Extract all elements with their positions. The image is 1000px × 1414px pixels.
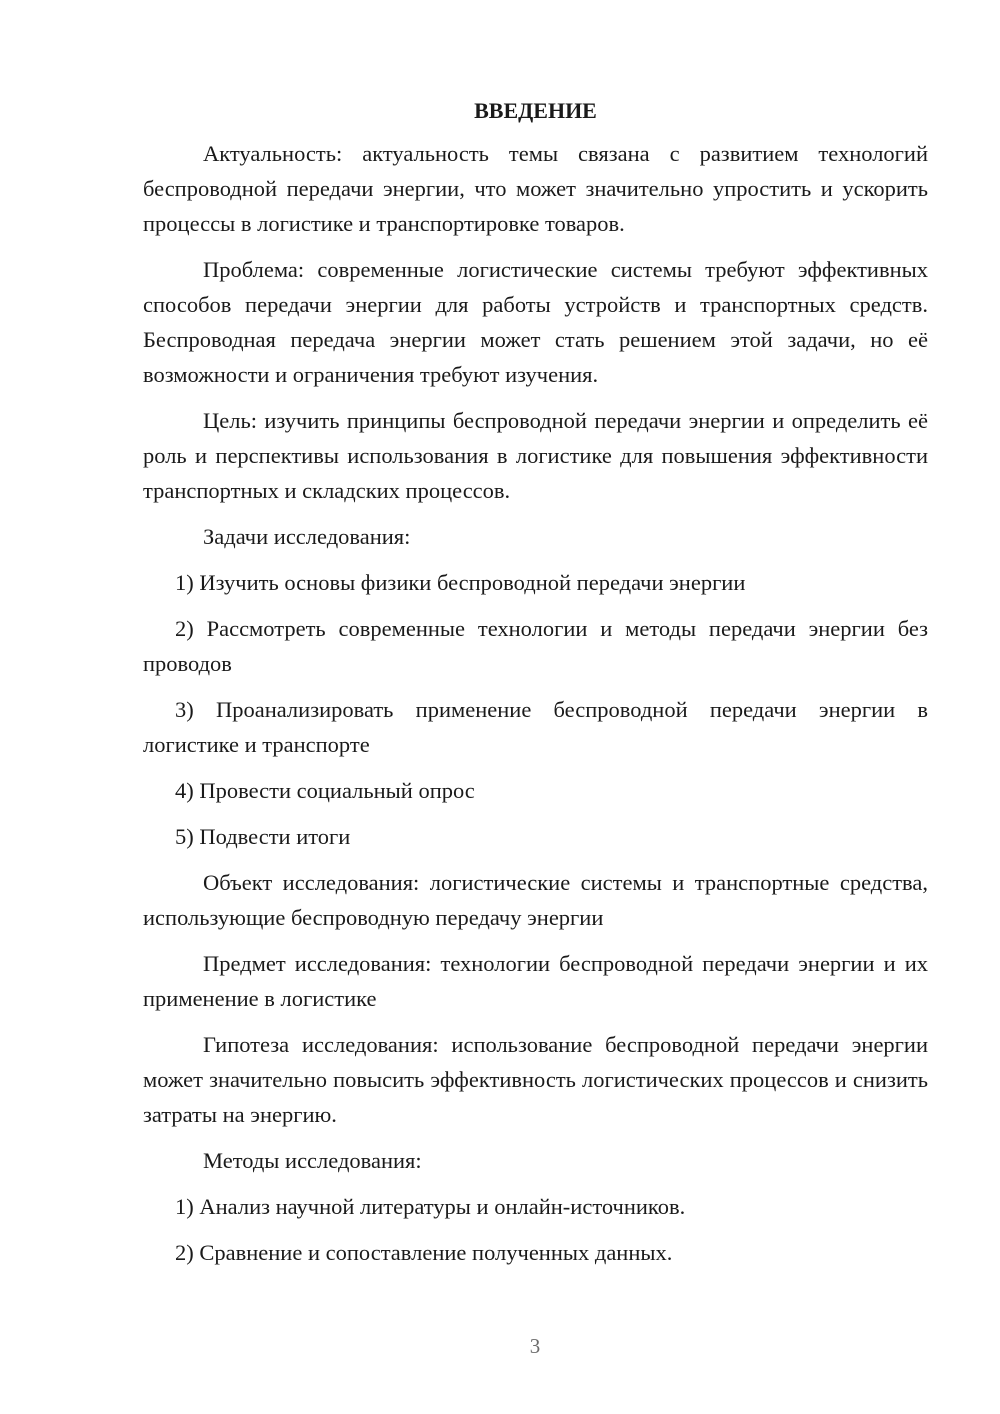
- method-item: 1) Анализ научной литературы и онлайн-источников.: [175, 1194, 686, 1219]
- goal-paragraph: Цель: изучить принципы беспроводной передачи энергии и определить её роль и перспективы использования в логистике для повышения эффективности транспортных и складских процессов.: [143, 408, 928, 503]
- task-item: 1) Изучить основы физики беспроводной передачи энергии: [175, 570, 746, 595]
- tasks-heading: Задачи исследования:: [203, 524, 411, 549]
- page-number: 3: [529, 1334, 541, 1358]
- task-item: 5) Подвести итоги: [175, 824, 351, 849]
- task-item: 4) Провести социальный опрос: [175, 778, 475, 803]
- method-item: 2) Сравнение и сопоставление полученных данных.: [175, 1240, 673, 1265]
- methods-heading: Методы исследования:: [203, 1148, 422, 1173]
- hypothesis-paragraph: Гипотеза исследования: использование беспроводной передачи энергии может значительно повысить эффективность логистических процессов и снизить затраты на энергию.: [143, 1032, 928, 1127]
- task-item: 2) Рассмотреть современные технологии и методы передачи энергии без проводов: [143, 616, 928, 676]
- page-content: [143, 96, 928, 1281]
- object-paragraph: Объект исследования: логистические системы и транспортные средства, использующие беспроводную передачу энергии: [143, 870, 928, 930]
- task-item: 3) Проанализировать применение беспроводной передачи энергии в логистике и транспорте: [143, 697, 928, 757]
- page-title: ВВЕДЕНИЕ: [474, 98, 597, 123]
- subject-paragraph: Предмет исследования: технологии беспроводной передачи энергии и их применение в логистике: [143, 951, 928, 1011]
- problem-paragraph: Проблема: современные логистические системы требуют эффективных способов передачи энергии для работы устройств и транспортных средств. Беспроводная передача энергии может стать решением этой задачи, но её возможности и ограничения требуют изучения.: [143, 257, 928, 387]
- relevance-paragraph: Актуальность: актуальность темы связана с развитием технологий беспроводной передачи энергии, что может значительно упростить и ускорить процессы в логистике и транспортировке товаров.: [143, 141, 928, 236]
